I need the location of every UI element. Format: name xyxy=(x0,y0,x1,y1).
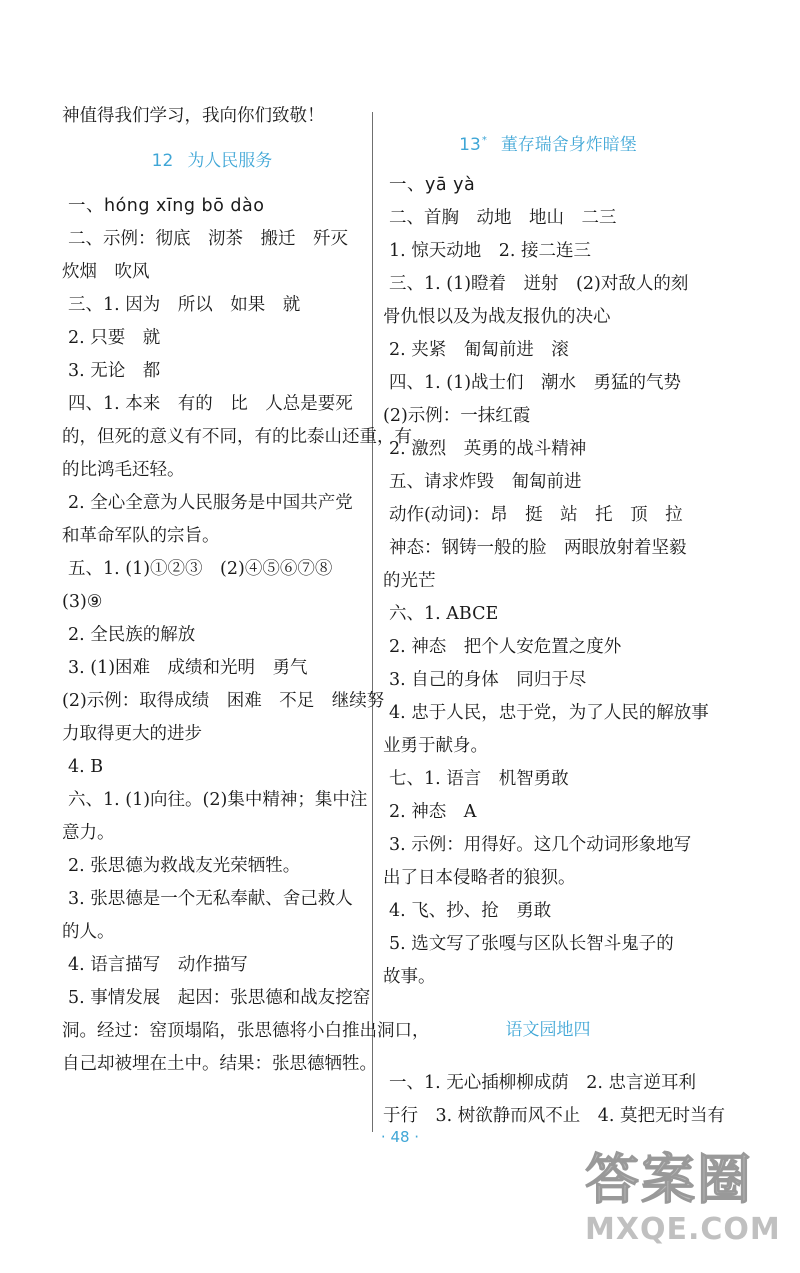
answer-line: 意力。 xyxy=(62,823,115,843)
answer-line: 四、1. 本来 有的 比 人总是要死 xyxy=(68,394,353,414)
answer-line: 动作(动词)：昂 挺 站 托 顶 拉 xyxy=(389,505,683,525)
answer-line: 二、示例：彻底 沏茶 搬迁 歼灭 xyxy=(68,229,348,249)
answer-line: 六、1. ABCE xyxy=(389,604,499,624)
answer-line: 2. 神态 把个人安危置之度外 xyxy=(389,637,622,657)
section-title-13 xyxy=(383,124,713,157)
column-divider xyxy=(372,112,373,1132)
answer-line: 4. B xyxy=(68,757,104,777)
section-title-12 xyxy=(62,145,362,178)
answer-line: 故事。 xyxy=(383,967,436,987)
answer-line: 五、请求炸毁 匍匐前进 xyxy=(389,472,582,492)
answer-line: 神态：钢铸一般的脸 两眼放射着坚毅 xyxy=(389,538,687,558)
section-number xyxy=(459,135,487,155)
answer-line: 2. 神态 A xyxy=(389,802,477,822)
section-heading: 为人民服务 xyxy=(187,151,273,171)
answer-line: 4. 飞、抄、抢 勇敢 xyxy=(389,901,552,921)
answer-line: 一、yā yà xyxy=(389,175,476,195)
answer-line: 3. 无论 都 xyxy=(68,361,161,381)
answer-line: 2. 激烈 英勇的战斗精神 xyxy=(389,439,587,459)
answer-line: 的比鸿毛还轻。 xyxy=(62,460,185,480)
answer-line: 三、1. 因为 所以 如果 就 xyxy=(68,295,301,315)
watermark-text: 答案圈 xyxy=(585,1148,753,1211)
answer-line: 四、1. (1)战士们 潮水 勇猛的气势 xyxy=(389,373,682,393)
answer-line: 1. 惊天动地 2. 接二连三 xyxy=(389,241,592,261)
watermark-url: MXQE.COM xyxy=(585,1212,781,1247)
answer-line: 3. (1)困难 成绩和光明 勇气 xyxy=(68,658,308,678)
text-line: 神值得我们学习，我向你们致敬！ xyxy=(62,106,325,126)
star-mark: * xyxy=(481,135,487,146)
right-column xyxy=(383,124,726,1133)
answer-line: 于行 3. 树欲静而风不止 4. 莫把无时当有 xyxy=(383,1106,726,1126)
answer-line: 4. 忠于人民，忠于党，为了人民的解放事 xyxy=(389,703,709,723)
answer-line: 和革命军队的宗旨。 xyxy=(62,526,220,546)
answer-line: 2. 全民族的解放 xyxy=(68,625,196,645)
answer-line: 3. 张思德是一个无私奉献、舍己救人 xyxy=(68,889,353,909)
answer-line: 2. 全心全意为人民服务是中国共产党 xyxy=(68,493,353,513)
answer-line: 自己却被埋在土中。结果：张思德牺牲。 xyxy=(62,1054,377,1074)
watermark-logo xyxy=(585,1150,790,1268)
answer-line: (3)⑨ xyxy=(62,592,103,612)
answer-line: 2. 夹紧 匍匐前进 滚 xyxy=(389,340,569,360)
answer-line: 骨仇恨以及为战友报仇的决心 xyxy=(383,307,611,327)
answer-line: 力取得更大的进步 xyxy=(62,724,202,744)
answer-line: (2)示例：取得成绩 困难 不足 继续努 xyxy=(62,691,385,711)
answer-line: 六、1. (1)向往。(2)集中精神；集中注 xyxy=(68,790,368,810)
answer-line: 五、1. (1)①②③ (2)④⑤⑥⑦⑧ xyxy=(68,559,333,579)
section-number-text: 13 xyxy=(459,135,481,155)
answer-line: 二、首胸 动地 地山 二三 xyxy=(389,208,617,228)
answer-line: 七、1. 语言 机智勇敢 xyxy=(389,769,569,789)
answer-line: 一、1. 无心插柳柳成荫 2. 忠言逆耳利 xyxy=(389,1073,697,1093)
answer-line: 一、hóng xīng bō dào xyxy=(68,196,265,216)
answer-line: 业勇于献身。 xyxy=(383,736,488,756)
page-number: · 48 · xyxy=(380,1128,420,1146)
answer-line: 的，但死的意义有不同，有的比泰山还重，有 xyxy=(62,427,412,447)
answer-line: 4. 语言描写 动作描写 xyxy=(68,955,248,975)
section-title-garden xyxy=(383,1014,713,1047)
answer-line: 三、1. (1)瞪着 迸射 (2)对敌人的刻 xyxy=(389,274,689,294)
section-heading: 语文园地四 xyxy=(505,1020,591,1040)
answer-line: 洞。经过：窑顶塌陷，张思德将小白推出洞口， xyxy=(62,1021,430,1041)
answer-line: 的人。 xyxy=(62,922,115,942)
answer-line: 2. 只要 就 xyxy=(68,328,161,348)
answer-line: 3. 自己的身体 同归于尽 xyxy=(389,670,587,690)
section-heading: 董存瑞舍身炸暗堡 xyxy=(500,135,637,155)
answer-line: (2)示例：一抹红霞 xyxy=(383,406,531,426)
answer-line: 5. 选文写了张嘎与区队长智斗鬼子的 xyxy=(389,934,674,954)
answer-line: 2. 张思德为救战友光荣牺牲。 xyxy=(68,856,301,876)
answer-line: 出了日本侵略者的狼狈。 xyxy=(383,868,576,888)
answer-line: 炊烟 吹风 xyxy=(62,262,150,282)
answer-line: 3. 示例：用得好。这几个动词形象地写 xyxy=(389,835,692,855)
section-number: 12 xyxy=(151,151,174,171)
answer-line: 5. 事情发展 起因：张思德和战友挖窑 xyxy=(68,988,371,1008)
answer-line: 的光芒 xyxy=(383,571,436,591)
